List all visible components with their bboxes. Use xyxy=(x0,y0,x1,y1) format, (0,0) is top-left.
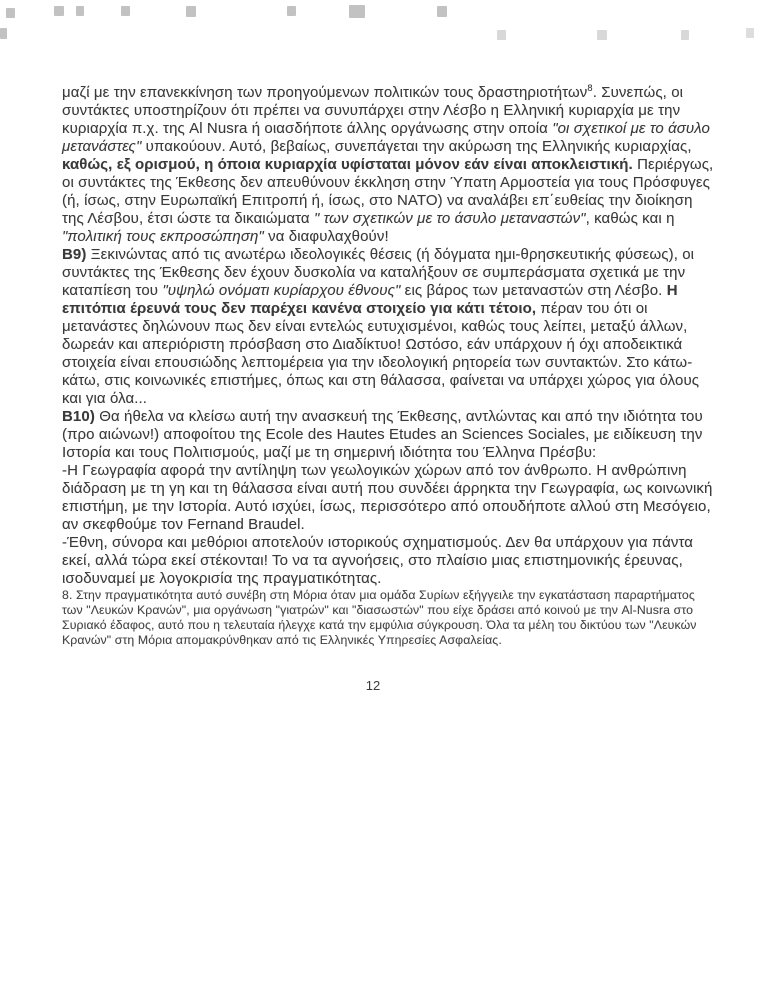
scan-speck xyxy=(681,30,689,40)
scan-speck xyxy=(746,28,754,38)
text-segment: καθώς, εξ ορισμού, η όποια κυριαρχία υφίσταται μόνον εάν είναι αποκλειστική. xyxy=(62,156,633,173)
footnote-8 xyxy=(62,588,714,648)
text-segment: μαζί με την επανεκκίνηση των προηγούμενων πολιτικών τους δραστηριοτήτων xyxy=(62,84,588,101)
text-segment: "υψηλώ ονόματι κυρίαρχου έθνους" xyxy=(162,282,401,299)
text-segment: Ξεκινώντας από τις ανωτέρω ιδεολογικές θέσεις (ή δόγματα ημι-θρησκευτικής φύσεως), οι συντάκτες της Έκθεσης δεν έχουν δυσκολία να καταλήξουν σε συμπεράσματα σχετικά με την καταπίεση του xyxy=(62,246,695,299)
scan-speck xyxy=(0,28,7,39)
text-segment: Περιέργως, οι συντάκτες της Έκθεσης δεν απευθύνουν έκκληση στην Ύπατη Αρμοστεία για τους Πρόσφυγες (ή, ίσως, στην Ευρωπαϊκή Επιτροπή ή, ίσως, στο NATO) να αναλάβει επ΄ευθείας την διοίκηση της Λέσβου, έτσι ώστε τα δικαιώματα xyxy=(62,156,714,227)
scan-speck xyxy=(186,6,196,17)
text-segment: να διαφυλαχθούν! xyxy=(263,228,389,245)
page-number: 12 xyxy=(365,678,381,693)
paragraph-nations xyxy=(62,534,714,588)
scan-speck xyxy=(76,6,84,16)
scan-speck xyxy=(497,30,506,40)
paragraph-b10 xyxy=(62,408,714,462)
text-segment: 8. Στην πραγματικότητα αυτό συνέβη στη Μόρια όταν μια ομάδα Συρίων εξήγγειλε την εγκατάσταση παραρτήματος των "Λευκών Κρανών", μια οργάνωση "γιατρών" και "διασωστών" που είχε δράσει από κοινού με την Al-Nusra στο Συριακό έδαφος, αυτό που η τελευταία ήλεγχε κατά την εμφύλια σύγκρουση. Όλα τα μέλη του δικτύου των "Λευκών Κρανών" στη Μόρια απομακρύνθηκαν από τις Ελληνικές Υπηρεσίες Ασφαλείας. xyxy=(62,588,697,647)
scan-speck xyxy=(287,6,296,16)
paragraph-b9 xyxy=(62,246,714,408)
scan-speck xyxy=(349,5,365,18)
text-segment: -Η Γεωγραφία αφορά την αντίληψη των γεωλογικών χώρων από τον άνθρωπο. Η ανθρώπινη διάδραση με τη γη και τη θάλασσα είναι αυτή που συνδέει άρρηκτα την Γεωγραφία, ως κοινωνική επιστήμη, με την Ιστορία. Αυτό ισχύει, ίσως, περισσότερο από οπουδήποτε αλλού στη Μεσόγειο, αν σκεφθούμε τον Fernand Braudel. xyxy=(62,462,713,533)
paragraph-continuation xyxy=(62,84,714,246)
text-segment: Β9) xyxy=(62,246,87,263)
text-column xyxy=(62,84,714,693)
text-segment: εις βάρος των μεταναστών στη Λέσβο. xyxy=(400,282,667,299)
text-segment: 8 xyxy=(587,83,593,93)
scan-speck xyxy=(121,6,130,16)
scan-speck xyxy=(54,6,64,16)
text-segment: Η επιτόπια έρευνά τους δεν παρέχει κανένα στοιχείο για κάτι τέτοιο, xyxy=(62,282,678,317)
text-segment: Θα ήθελα να κλείσω αυτή την ανασκευή της Έκθεσης, αντλώντας και από την ιδιότητα του (προ αιώνων!) αποφοίτου της Ecole des Hautes Etudes an Sciences Sociales, με ειδίκευση την Ιστορία και τους Πολιτισμούς, μαζί με τη σημερινή ιδιότητα του Έλληνα Πρέσβυ: xyxy=(62,408,703,461)
text-segment: "πολιτική τους εκπροσώπηση" xyxy=(62,228,264,245)
text-segment: . Συνεπώς, οι συντάκτες υποστηρίζουν ότι πρέπει να συνυπάρχει στην Λέσβο η Ελληνική κυριαρχία με την κυριαρχία π.χ. της Al Nusra ή οιασδήποτε άλλης οργάνωσης στην οποία xyxy=(62,84,684,137)
text-segment: πέραν του ότι οι μετανάστες δηλώνουν πως δεν είναι εντελώς ευτυχισμένοι, καθώς τους λείπει, μεταξύ άλλων, δωρεάν και απεριόριστη πρόσβαση στο Διαδίκτυο! Ωστόσο, εάν υπάρχουν ή όχι αποδεικτικά στοιχεία είναι επουσιώδης λεπτομέρεια για την ιδεολογική ρητορεία των συντακτών. Στο κάτω-κάτω, στις κοινωνικές επιστήμες, όπως και στη θάλασσα, φαίνεται να υπάρχει χώρος για όλους και για όλα... xyxy=(62,300,700,407)
text-segment: " των σχετικών με το άσυλο μεταναστών" xyxy=(313,210,586,227)
text-segment: , καθώς και η xyxy=(585,210,675,227)
text-segment: "οι σχετικοί με το άσυλο μετανάστες" xyxy=(62,120,710,155)
scan-speck xyxy=(437,6,447,17)
text-segment: -Έθνη, σύνορα και μεθόριοι αποτελούν ιστορικούς σχηματισμούς. Δεν θα υπάρχουν για πάντα εκεί, αλλά τώρα εκεί στέκονται! Το να τα αγνοήσεις, στο πλαίσιο μιας επιστημονικής έρευνας, ισοδυναμεί με λογοκρισία της πραγματικότητας. xyxy=(62,534,694,587)
text-segment: υπακούουν. Αυτό, βεβαίως, συνεπάγεται την ακύρωση της Ελληνικής κυριαρχίας, xyxy=(141,138,692,155)
paragraph-geography xyxy=(62,462,714,534)
scan-speck xyxy=(597,30,607,40)
scan-speck xyxy=(6,8,15,18)
text-segment: Β10) xyxy=(62,408,95,425)
